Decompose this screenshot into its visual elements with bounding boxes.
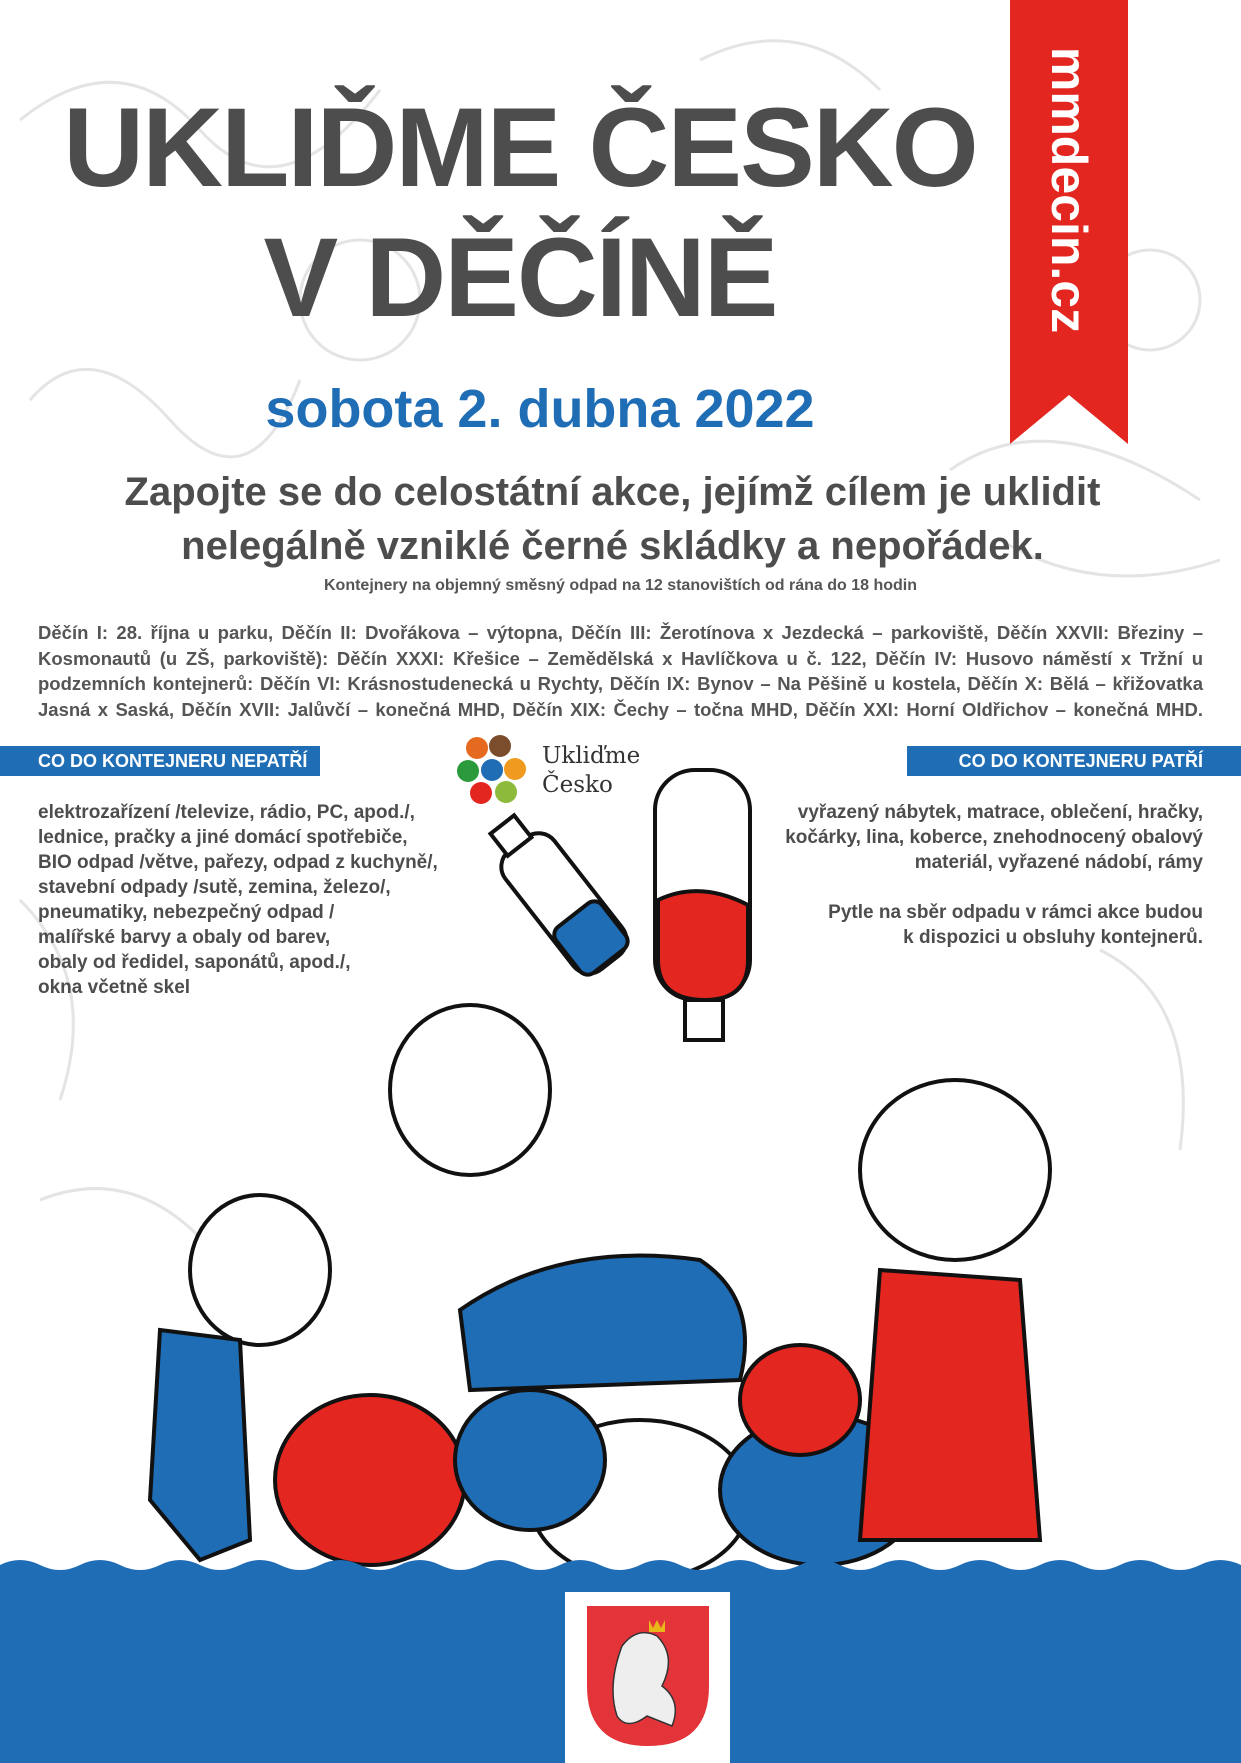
list-item: okna včetně skel (38, 977, 191, 998)
list-item: BIO odpad /větve, pařezy, odpad z kuchyně/, (38, 852, 438, 873)
logo-line-1: Ukliďme (542, 743, 641, 769)
locations-paragraph: Děčín I: 28. října u parku, Děčín II: Dvořákova – výtopna, Děčín III: Žerotínova x Jezdecká – parkoviště, Děčín XXVII: Březiny – Kosmonautů (u ZŠ, parkoviště): Děčín XXXI: Křešice – Zemědělská x Havlíčkova u č. 122, Děčín IV: Husovo náměstí x Tržní u podzemních kontejnerů: Děčín VI: Krásnostudenecká u Rychty, Děčín IX: Bynov – Na Pěšině u kostela, Děčín X: Bělá – křižovatka Jasná x Saská, Děčín XVII: Jalůvčí – konečná MHD, Děčín XIX: Čechy – točna MHD, Děčín XXI: Horní Oldřichov – konečná MHD. (38, 622, 1203, 720)
red-bottle-icon (655, 770, 750, 1040)
bags-note-line: k dispozici u obsluhy kontejnerů. (903, 927, 1203, 948)
title-line-2: V DĚČÍNĚ (263, 215, 777, 340)
list-item: obaly od ředidel, saponátů, apod./, (38, 952, 351, 973)
list-item: stavební odpady /sutě, zemina, železo/, (38, 877, 391, 898)
subtitle (40, 465, 1185, 573)
list-item: malířské barvy a obaly od barev, (38, 927, 331, 948)
list-item: kočárky, lina, koberce, znehodnocený obalový (785, 827, 1203, 848)
list-item: vyřazený nábytek, matrace, oblečení, hračky, (797, 802, 1203, 823)
website-link[interactable]: mmdecin.cz (1041, 46, 1097, 334)
title-line-1: UKLIĎME ČESKO (63, 85, 977, 210)
subtitle-line-1: Zapojte se do celostátní akce, jejímž cílem je uklidit (124, 470, 1101, 514)
not-allowed-header: CO DO KONTEJNERU NEPATŘÍ (0, 746, 320, 776)
coat-of-arms-frame (565, 1592, 730, 1763)
list-item: pneumatiky, nebezpečný odpad / (38, 902, 335, 923)
containers-note: Kontejnery na objemný směsný odpad na 12 stanovištích od rána do 18 hodin (323, 577, 917, 594)
list-item: materiál, vyřazené nádobí, rámy (914, 852, 1203, 873)
blue-bottle-icon (478, 805, 635, 981)
list-item: lednice, pračky a jiné domácí spotřebiče, (38, 827, 408, 848)
event-date: sobota 2. dubna 2022 (265, 379, 815, 439)
subtitle-line-2: nelegálně vzniklé černé skládky a nepořádek. (181, 524, 1044, 568)
allowed-header: CO DO KONTEJNERU PATŘÍ (907, 746, 1241, 776)
children-with-trash-illustration (0, 760, 1241, 1580)
bags-note-line: Pytle na sběr odpadu v rámci akce budou (828, 902, 1203, 923)
decin-coat-of-arms-icon (587, 1606, 709, 1746)
logo-line-2: Česko (542, 772, 613, 798)
list-item: elektrozařízení /televize, rádio, PC, apod./, (38, 802, 415, 823)
